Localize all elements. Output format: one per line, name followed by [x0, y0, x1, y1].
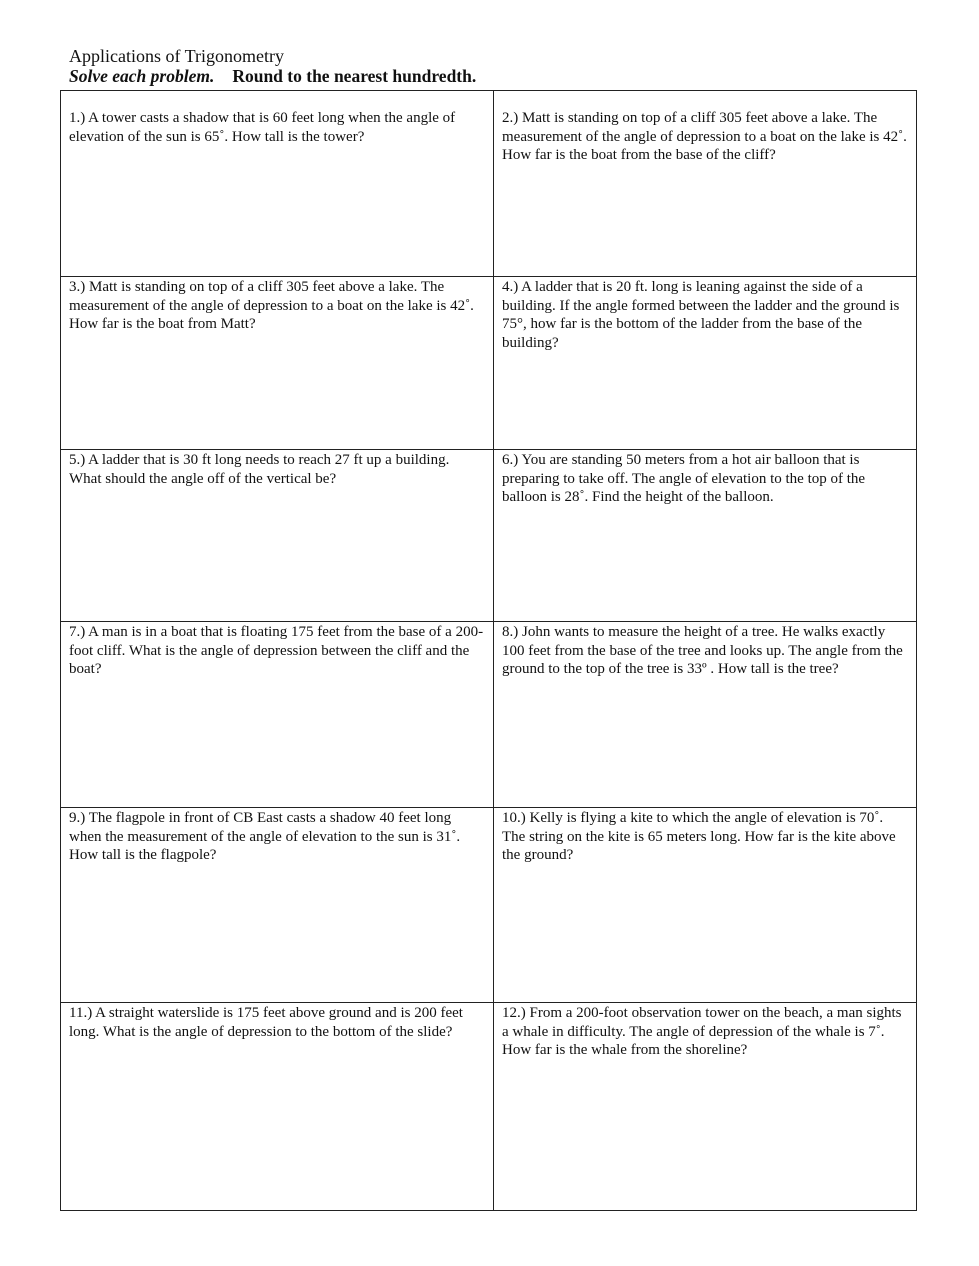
instruction-round: Round to the nearest hundredth.: [232, 66, 477, 86]
problem-row-5: [61, 808, 916, 1003]
problem-4: 4.) A ladder that is 20 ft. long is leaning against the side of a building. If the angle formed between the ladder and the ground is 75°, how far is the bottom of the ladder from the base of the building?: [502, 279, 900, 351]
instructions: [69, 66, 476, 86]
problem-grid: [60, 90, 917, 1211]
problem-1: 1.) A tower casts a shadow that is 60 feet long when the angle of elevation of the sun is 65˚. How tall is the tower?: [61, 91, 494, 276]
problem-row-3: [61, 450, 916, 622]
problem-row-2: [61, 277, 916, 450]
problem-row-4: [61, 622, 916, 808]
problem-12: 12.) From a 200-foot observation tower on the beach, a man sights a whale in difficulty. The angle of depression of the whale is 7˚. How far is the whale from the shoreline?: [502, 1005, 902, 1058]
problem-8: 8.) John wants to measure the height of a tree. He walks exactly 100 feet from the base of the tree and looks up. The angle from the ground to the top of the tree is 33º . How tall is the tree?: [502, 624, 903, 677]
problem-5: 5.) A ladder that is 30 ft long needs to reach 27 ft up a building. What should the angle off of the vertical be?: [61, 450, 494, 621]
worksheet-header: [69, 46, 476, 86]
page-title: Applications of Trigonometry: [69, 46, 284, 66]
problem-9: 9.) The flagpole in front of CB East casts a shadow 40 feet long when the measurement of the angle of elevation to the sun is 31˚. How tall is the flagpole?: [61, 808, 494, 1002]
problem-11: 11.) A straight waterslide is 175 feet above ground and is 200 feet long. What is the angle of depression to the bottom of the slide?: [61, 1003, 494, 1210]
problem-6: 6.) You are standing 50 meters from a hot air balloon that is preparing to take off. The angle of elevation to the top of the balloon is 28˚. Find the height of the balloon.: [502, 452, 866, 505]
instruction-solve: Solve each problem.: [69, 66, 215, 86]
problem-row-1: [61, 91, 916, 277]
problem-3: 3.) Matt is standing on top of a cliff 305 feet above a lake. The measurement of the angle of depression to a boat on the lake is 42˚. How far is the boat from Matt?: [61, 277, 494, 449]
problem-10: 10.) Kelly is flying a kite to which the angle of elevation is 70˚. The string on the kite is 65 meters long. How far is the kite above the ground?: [502, 810, 896, 863]
problem-row-6: [61, 1003, 916, 1210]
problem-7: 7.) A man is in a boat that is floating 175 feet from the base of a 200-foot cliff. What is the angle of depression between the cliff and the boat?: [61, 622, 494, 807]
problem-2: 2.) Matt is standing on top of a cliff 305 feet above a lake. The measurement of the angle of depression to a boat on the lake is 42˚. How far is the boat from the base of the cliff?: [502, 110, 907, 163]
